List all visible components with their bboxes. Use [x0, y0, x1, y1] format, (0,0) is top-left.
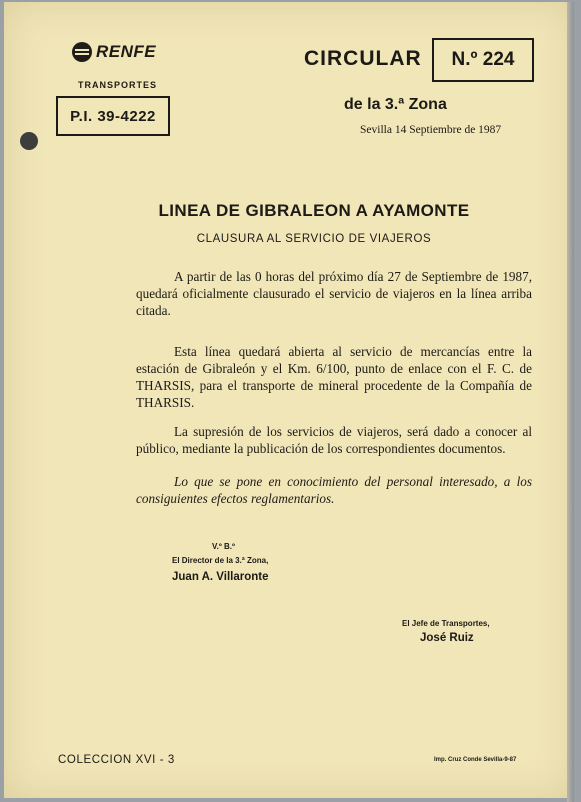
visto-bueno-label: V.º B.º: [212, 542, 235, 551]
director-title: El Director de la 3.ª Zona,: [172, 556, 269, 565]
director-name: Juan A. Villaronte: [172, 571, 269, 583]
paragraph-1-text: A partir de las 0 horas del próximo día 27 de Septiembre de 1987, quedará oficialmente clausurado el servicio de viajeros en la línea arriba citada.: [136, 269, 532, 318]
renfe-logo: [72, 42, 156, 62]
department-label: TRANSPORTES: [78, 80, 158, 90]
printer-imprint: Imp. Cruz Conde Sevilla-9-87: [434, 757, 517, 763]
paragraph-2: [136, 343, 532, 411]
jefe-title: El Jefe de Transportes,: [402, 619, 490, 628]
collection-label: COLECCION XVI - 3: [58, 754, 175, 766]
paragraph-1: [136, 268, 532, 319]
page-edge-shadow: [567, 2, 574, 802]
renfe-logo-icon: [72, 42, 92, 62]
zone-line: de la 3.ª Zona: [344, 96, 447, 113]
document-title: LINEA DE GIBRALEON A AYAMONTE: [158, 201, 470, 220]
paragraph-3: [136, 423, 532, 457]
document-subtitle: CLAUSURA AL SERVICIO DE VIAJEROS: [196, 233, 432, 245]
date-line: Sevilla 14 Septiembre de 1987: [360, 124, 502, 136]
reference-box: P.I. 39-4222: [56, 96, 170, 136]
document-page: [4, 2, 574, 798]
paragraph-4: [136, 473, 532, 507]
punch-hole: [20, 132, 38, 150]
paragraph-3-text: La supresión de los servicios de viajeros, será dado a conocer al público, mediante la publicación de los correspondientes documentos.: [136, 424, 532, 456]
circular-number-box: N.º 224: [432, 38, 534, 82]
paragraph-2-text: Esta línea quedará abierta al servicio de mercancías entre la estación de Gibraleón y el Km. 6/100, punto de enlace con el F. C. de THARSIS, para el transporte de mineral procedente de la Compañía de THARSIS.: [136, 344, 532, 410]
paragraph-4-text: Lo que se pone en conocimiento del personal interesado, a los consiguientes efectos reglamentarios.: [136, 474, 532, 506]
logo-text: RENFE: [96, 42, 157, 61]
jefe-name: José Ruiz: [420, 632, 474, 644]
circular-label: CIRCULAR: [304, 47, 422, 70]
